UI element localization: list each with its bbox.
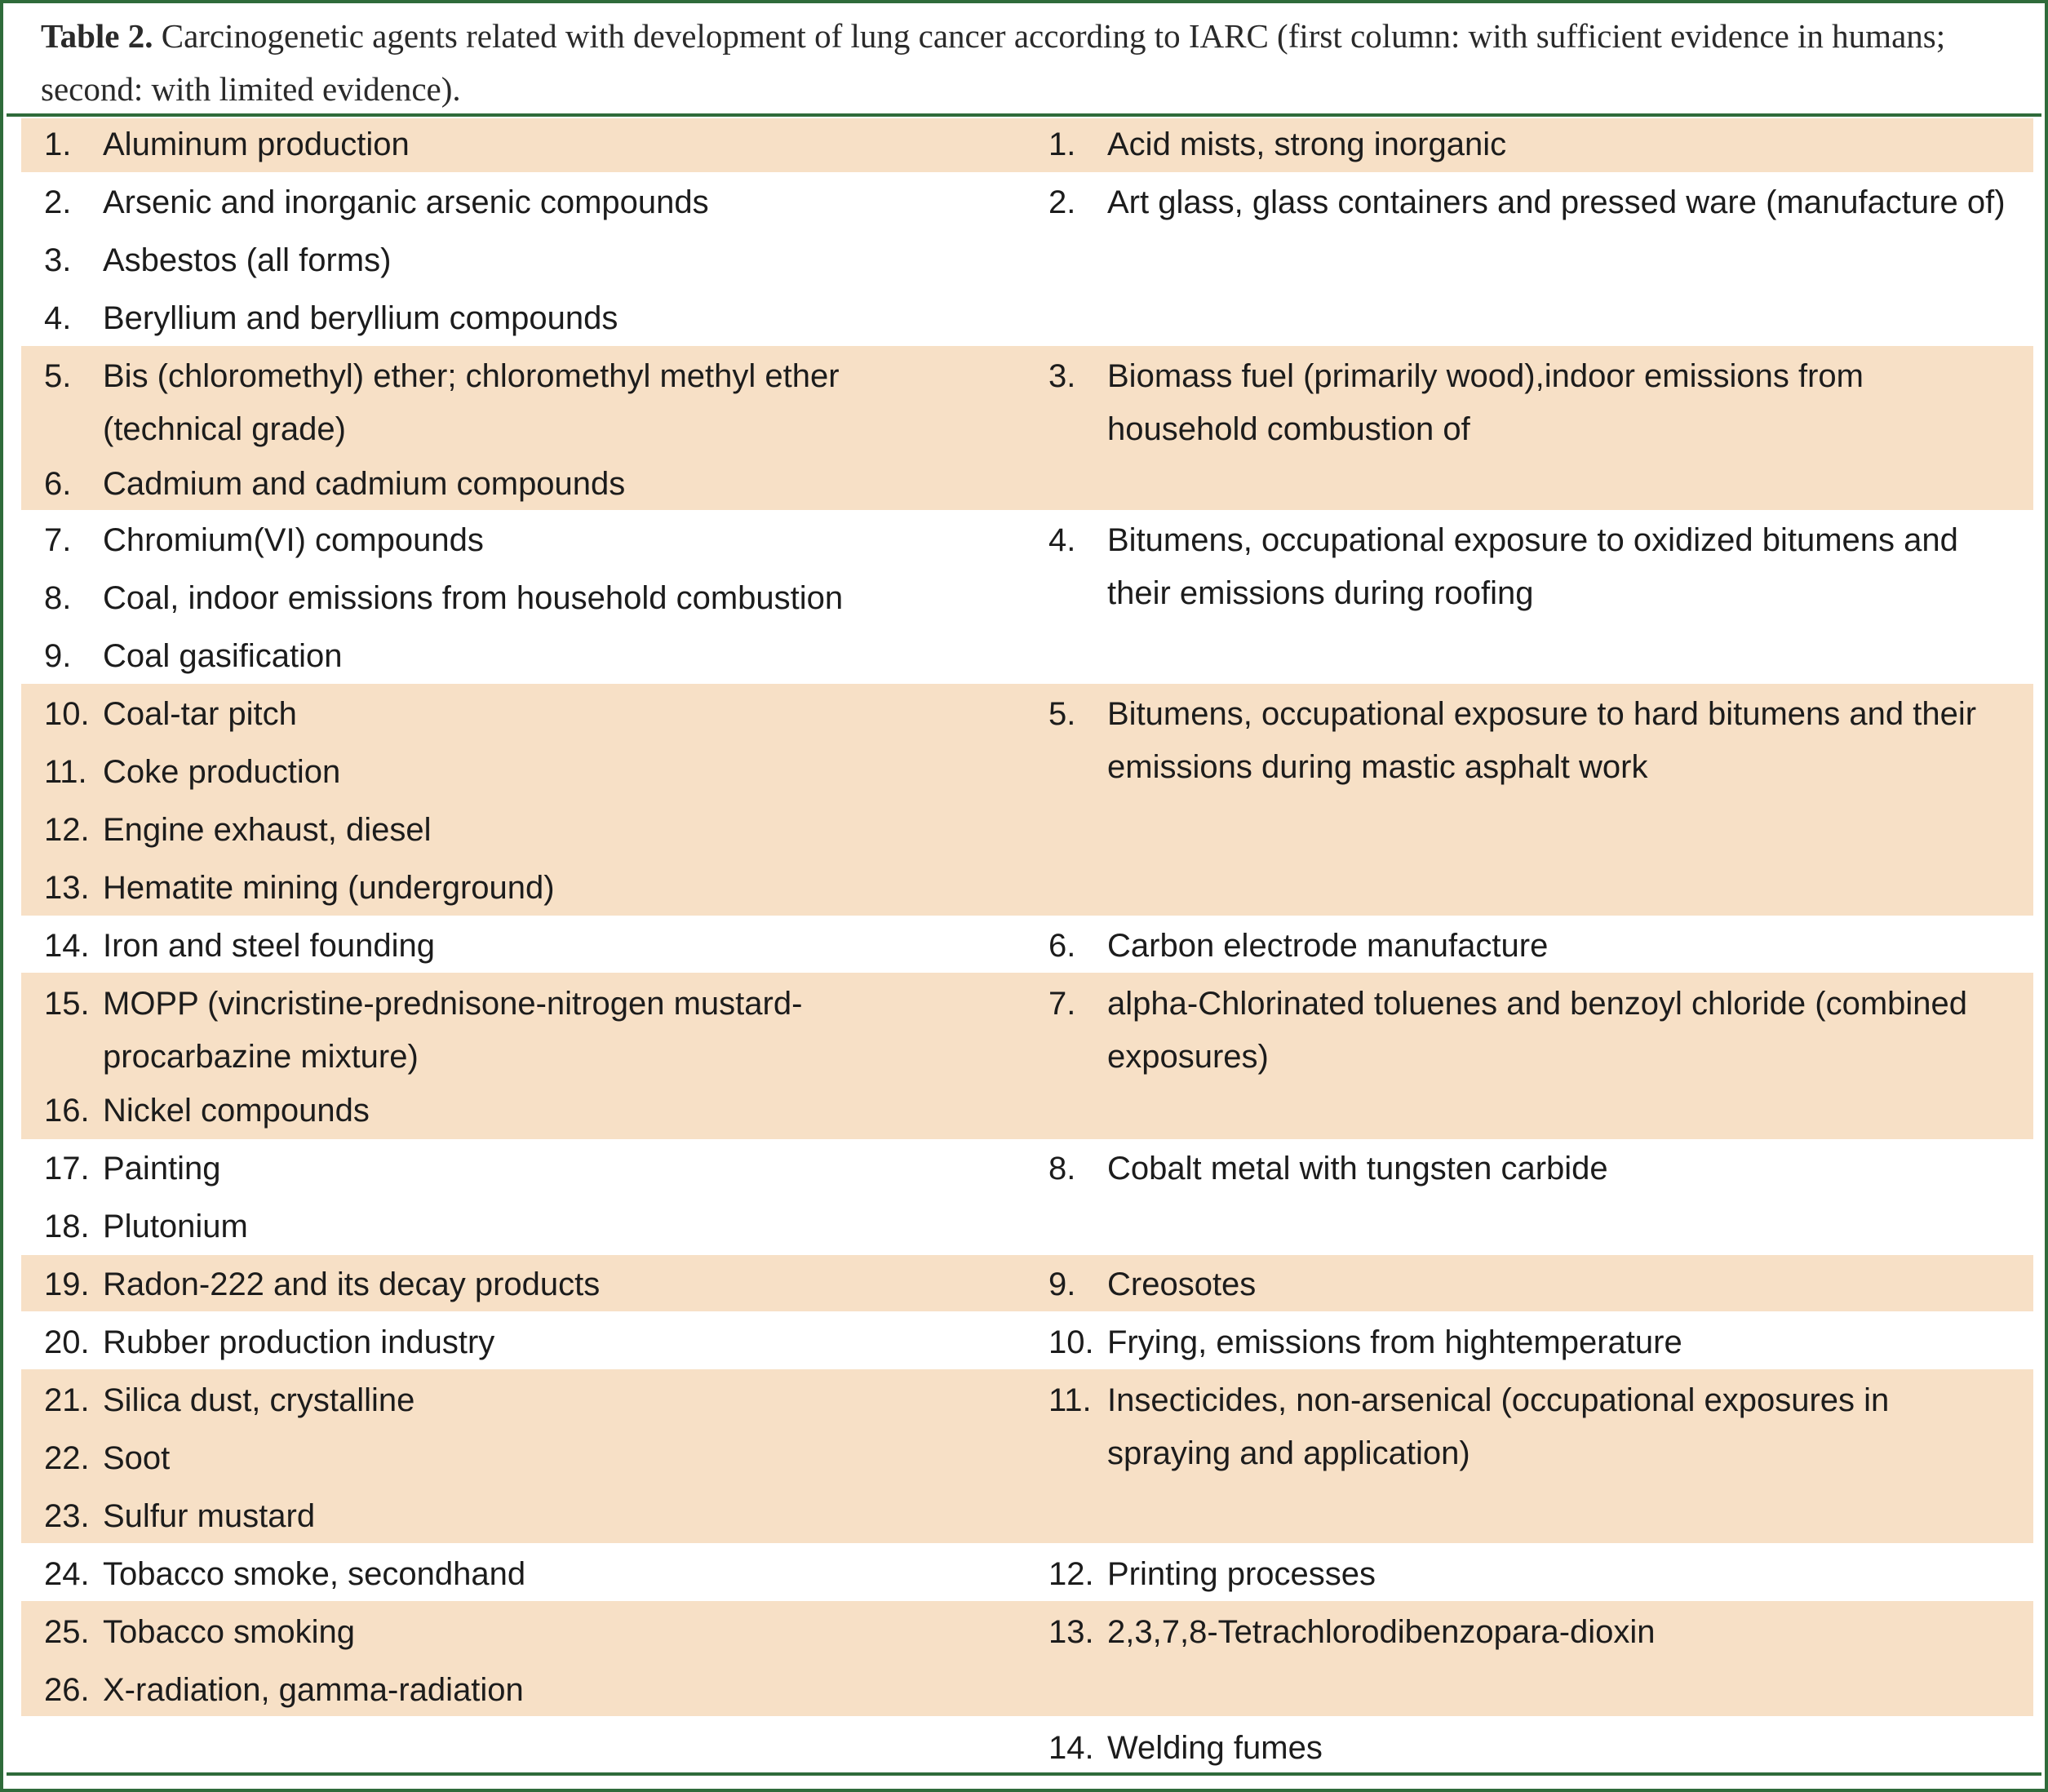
table-label: Table 2. <box>41 17 153 55</box>
table-frame: Table 2. Carcinogenetic agents related with development of lung cancer according to IARC (first column: with sufficient evidence in humans; second: with limited evidence). 1. Aluminum production 2. Arsenic and inorganic arsenic compounds 3. Asbestos (all forms) 4. Beryllium and beryllium compounds 5. Bis (chloromethyl) ether; chloromethyl methyl ether (technical grade) 6. Cadmium and cadmium compounds 7. Chromium(VI) compounds 8. Coal, indoor emissions from household combustion 9. Coal gasification 10. Coal-tar pitch 11. Coke production 12. Engine exhaust, diesel 13. Hematite mining (underground) 14. Iron and steel founding 15. MOPP (vincristine-prednisone-nitrogen mustard-procarbazine mixture) 16. Nickel compounds 17. Painting 18. Plutonium 19. Radon-222 and its decay products 20. Rubber production industry 21. Silica dust, crystalline 22. Soot 23. Sulfur mustard 24. Tobacco smoke, secondhand 25. Tobacco smoking 26. X-radiation, gamma-radiation 1. Acid mists, strong inorganic 2. Art glass, glass containers and pressed ware (manufacture of) 3. Biomass fuel (primarily wood),indoor emissions from household combustion of 4. Bitumens, occupational exposure to oxidized bitumens and their emissions during roofing 5. Bitumens, occupational exposure to hard bitumens and their emissions during mastic asphalt work 6. Carbon electrode manufacture 7. alpha-Chlorinated toluenes and benzoyl chloride (combined exposures) 8. Cobalt metal with tungsten carbide 9. Creosotes 10. Frying, emissions from hightemperature 11. Insecticides, non-arsenical (occupational exposures in spraying and application) 12. Printing processes 13. 2,3,7,8-Tetrachlorodibenzopara-dioxin 14. Welding fumes <box>0 0 2048 1792</box>
table-caption <box>41 10 2015 116</box>
table-caption-text: Carcinogenetic agents related with development of lung cancer according to IARC (first column: with sufficient evidence in humans; second: with limited evidence). <box>41 17 1946 108</box>
top-rule <box>7 113 2041 117</box>
